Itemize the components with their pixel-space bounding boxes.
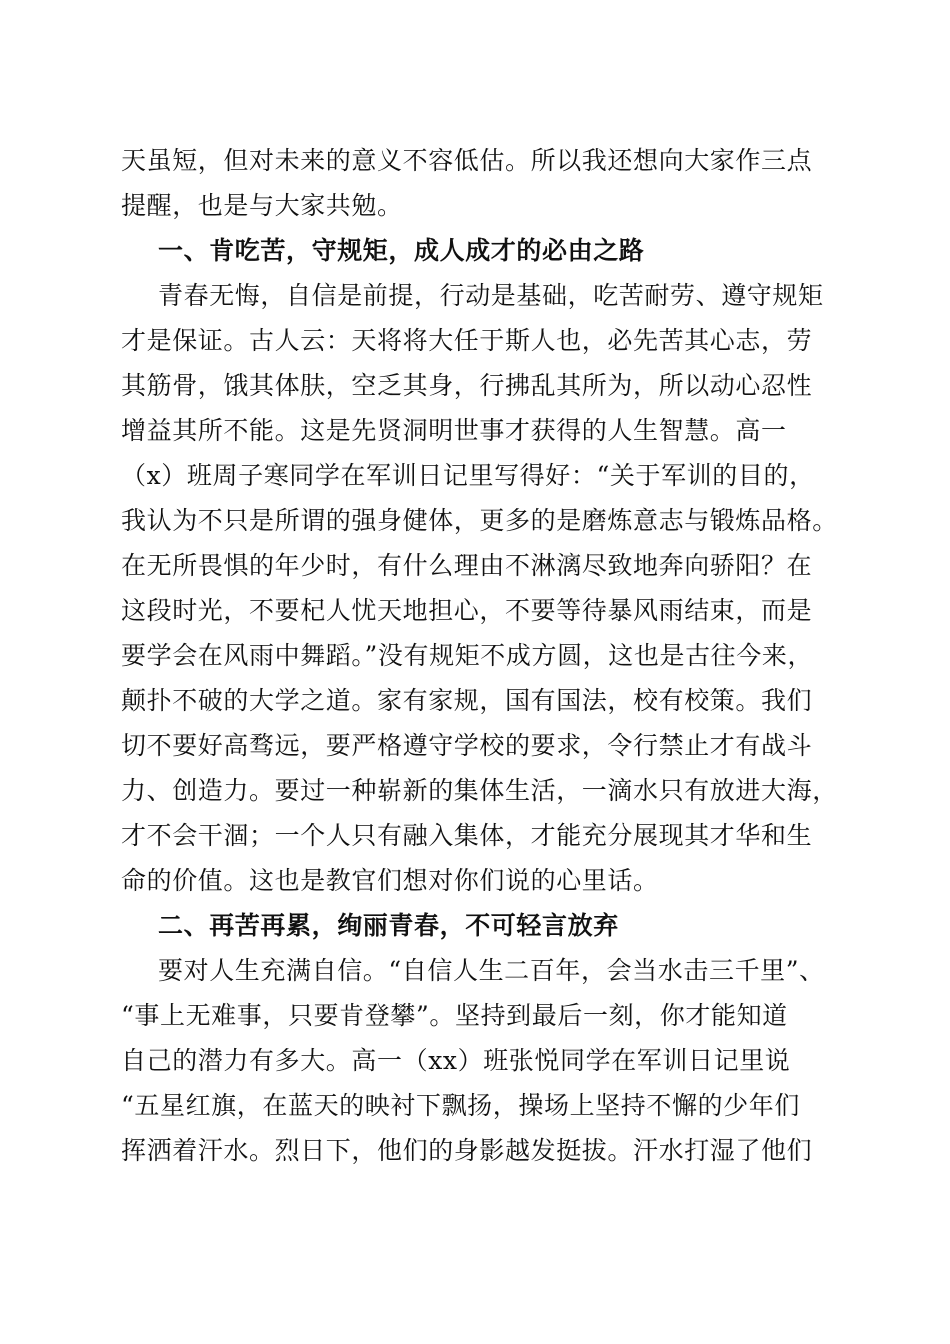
paragraph-line: 要学会在风雨中舞蹈。”没有规矩不成方圆，这也是古往今来， — [121, 641, 814, 670]
paragraph-line: 我认为不只是所谓的强身健体，更多的是磨炼意志与锻炼品格。 — [121, 506, 838, 535]
paragraph-line: 青春无悔，自信是前提，行动是基础，吃苦耐劳、遵守规矩 — [158, 281, 824, 310]
paragraph-line: 自己的潜力有多大。高一（xx）班张悦同学在军训日记里说 — [121, 1046, 791, 1075]
paragraph-line: 才不会干涸；一个人只有融入集体，才能充分展现其才华和生 — [121, 821, 813, 850]
paragraph-line: “事上无难事，只要肯登攀”。坚持到最后一刻，你才能知道 — [121, 1001, 788, 1030]
paragraph-line: 增益其所不能。这是先贤洞明世事才获得的人生智慧。高一 — [121, 416, 787, 445]
paragraph-line: “五星红旗，在蓝天的映衬下飘扬，操场上坚持不懈的少年们 — [121, 1091, 800, 1120]
paragraph-line: 其筋骨，饿其体肤，空乏其身，行拂乱其所为，所以动心忍性 — [121, 371, 813, 400]
paragraph-line: 命的价值。这也是教官们想对你们说的心里话。 — [121, 866, 659, 895]
paragraph-line: 力、创造力。要过一种崭新的集体生活，一滴水只有放进大海， — [121, 776, 838, 805]
paragraph-line: 在无所畏惧的年少时，有什么理由不淋漓尽致地奔向骄阳？在 — [121, 551, 813, 580]
paragraph-line: 这段时光，不要杞人忧天地担心，不要等待暴风雨结束，而是 — [121, 596, 813, 625]
section-heading-1: 一、肯吃苦，守规矩，成人成才的必由之路 — [158, 236, 645, 265]
paragraph-line: 切不要好高骛远，要严格遵守学校的要求，令行禁止才有战斗 — [121, 731, 813, 760]
paragraph-line: 提醒，也是与大家共勉。 — [121, 191, 403, 220]
paragraph-line: 挥洒着汗水。烈日下，他们的身影越发挺拔。汗水打湿了他们 — [121, 1136, 813, 1165]
paragraph-line: 天虽短，但对未来的意义不容低估。所以我还想向大家作三点 — [121, 146, 813, 175]
paragraph-line: （x）班周子寒同学在军训日记里写得好：“关于军训的目的， — [121, 461, 815, 490]
paragraph-line: 要对人生充满自信。“自信人生二百年，会当水击三千里”、 — [158, 956, 825, 985]
paragraph-line: 颠扑不破的大学之道。家有家规，国有国法，校有校策。我们 — [121, 686, 813, 715]
paragraph-line: 才是保证。古人云：天将将大任于斯人也，必先苦其心志，劳 — [121, 326, 813, 355]
section-heading-2: 二、再苦再累，绚丽青春，不可轻言放弃 — [158, 911, 619, 940]
